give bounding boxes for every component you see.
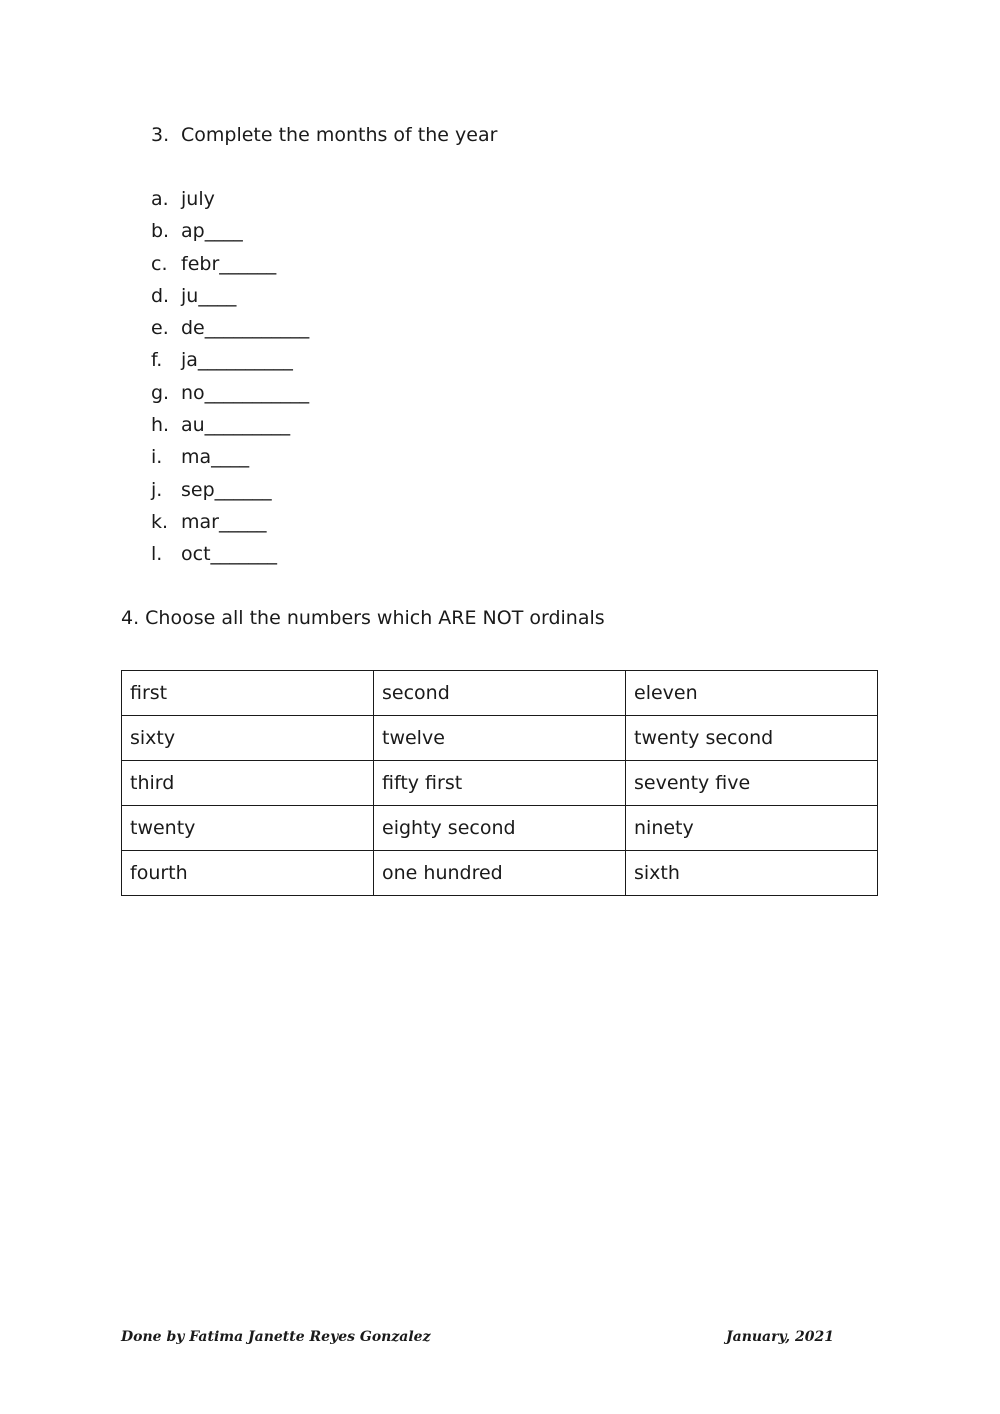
question-3-title [151,124,497,146]
table-cell[interactable]: third [122,761,374,806]
item-letter: j. [151,478,163,501]
table-cell[interactable]: first [122,671,374,716]
footer-author: Done by Fatima Janette Reyes Gonzalez [121,1329,431,1345]
item-letter: a. [151,188,169,210]
table-cell[interactable]: sixty [122,716,374,761]
item-text: no___________ [181,381,310,404]
item-text: ja__________ [181,349,293,372]
table-row [122,716,878,761]
item-text: sep______ [181,478,272,501]
table-cell[interactable]: fourth [122,851,374,896]
table-cell[interactable]: twenty [122,806,374,851]
item-letter: b. [151,220,170,243]
months-list [151,188,309,576]
list-item [151,382,309,414]
list-item [151,349,309,381]
table-cell[interactable]: second [374,671,626,716]
item-letter: d. [151,284,170,307]
table-cell[interactable]: sixth [626,851,878,896]
item-letter: e. [151,317,169,340]
item-text: july [181,188,215,210]
numbers-table [121,670,878,896]
item-text: de___________ [181,317,310,340]
table-cell[interactable]: twelve [374,716,626,761]
table-cell[interactable]: fifty first [374,761,626,806]
table-cell[interactable]: one hundred [374,851,626,896]
table-cell[interactable]: seventy five [626,761,878,806]
table-cell[interactable]: twenty second [626,716,878,761]
item-text: febr______ [181,252,277,275]
list-item [151,414,309,446]
table-row [122,851,878,896]
item-text: ju____ [181,284,237,307]
list-item [151,285,309,317]
item-letter: f. [151,349,163,372]
list-item [151,511,309,543]
table-cell[interactable]: eleven [626,671,878,716]
item-text: mar_____ [181,510,267,533]
list-item [151,479,309,511]
item-letter: l. [151,543,163,566]
table-row [122,671,878,716]
item-letter: h. [151,414,170,437]
list-item [151,446,309,478]
list-item [151,543,309,575]
question-4-title: 4. Choose all the numbers which ARE NOT ordinals [121,607,605,629]
list-item [151,253,309,285]
item-letter: c. [151,252,168,275]
footer-date: January, 2021 [726,1329,835,1345]
question-3-text: Complete the months of the year [181,124,498,146]
item-text: oct_______ [181,543,278,566]
list-item [151,220,309,252]
table-row [122,806,878,851]
question-3-number: 3. [151,124,170,146]
table-cell[interactable]: eighty second [374,806,626,851]
item-letter: k. [151,510,169,533]
table-cell[interactable]: ninety [626,806,878,851]
item-text: au_________ [181,414,291,437]
list-item [151,188,309,220]
item-letter: i. [151,446,163,469]
item-letter: g. [151,381,170,404]
item-text: ap____ [181,220,243,243]
list-item [151,317,309,349]
table-row [122,761,878,806]
item-text: ma____ [181,446,250,469]
